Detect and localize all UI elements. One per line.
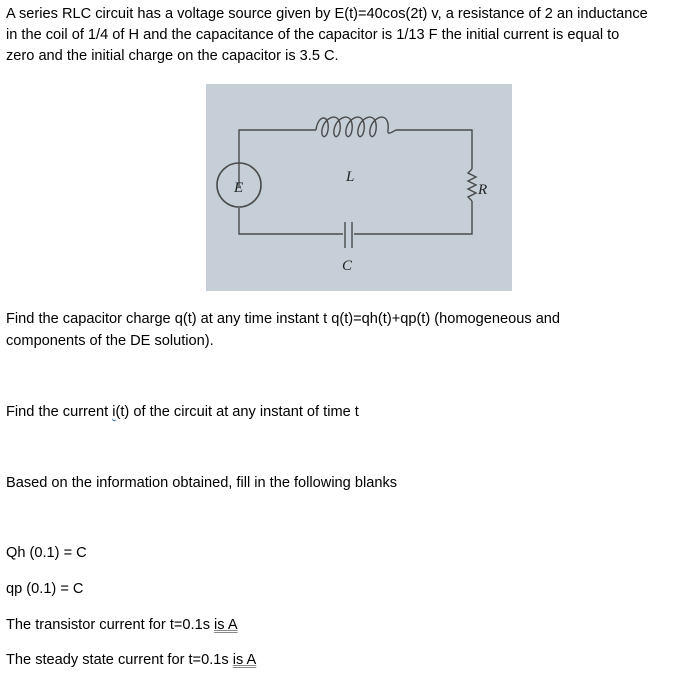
inductor-label: L [346, 169, 355, 185]
source-label: E [234, 180, 244, 196]
resistor-label: R [478, 182, 488, 198]
blank-transistor-pre: The transistor current for t=0.1s [6, 617, 215, 633]
question-current-var: i [112, 404, 116, 420]
question-charge-line-2: components of the DE solution). [6, 333, 214, 349]
resistor-zigzag [468, 169, 476, 201]
circuit-svg [206, 84, 512, 291]
blank-steady-fill: is A [232, 652, 257, 668]
blank-qp: qp (0.1) = C [6, 581, 84, 597]
question-current [6, 402, 359, 423]
question-fill-blanks: Based on the information obtained, fill in the following blanks [6, 475, 398, 491]
rlc-circuit-diagram [206, 84, 512, 291]
problem-line-2: in the coil of 1/4 of H and the capacitance of the capacitor is 1/13 F the initial current is equal to [6, 27, 620, 43]
wire-top [239, 130, 316, 187]
problem-statement [6, 4, 690, 67]
blank-steady-current [6, 650, 256, 671]
wire-bottom [239, 208, 343, 234]
problem-line-1: A series RLC circuit has a voltage source given by E(t)=40cos(2t) v, a resistance of 2 an inductance [6, 6, 648, 22]
blank-transistor-fill: is A [214, 617, 238, 633]
wire-right [354, 201, 472, 234]
question-charge-line-1: Find the capacitor charge q(t) at any time instant t q(t)=qh(t)+qp(t) (homogeneous and [6, 311, 561, 327]
question-current-pre: Find the current [6, 404, 113, 420]
problem-line-3: zero and the initial charge on the capacitor is 3.5 C. [6, 48, 339, 64]
inductor-coil [316, 117, 396, 136]
question-current-post: (t) of the circuit at any instant of time t [115, 404, 359, 420]
blank-qh: Qh (0.1) = C [6, 545, 87, 561]
blank-steady-pre: The steady state current for t=0.1s [6, 652, 233, 668]
wire-top-right [396, 130, 472, 169]
blank-transistor-current [6, 615, 238, 636]
capacitor-label: C [342, 258, 353, 274]
